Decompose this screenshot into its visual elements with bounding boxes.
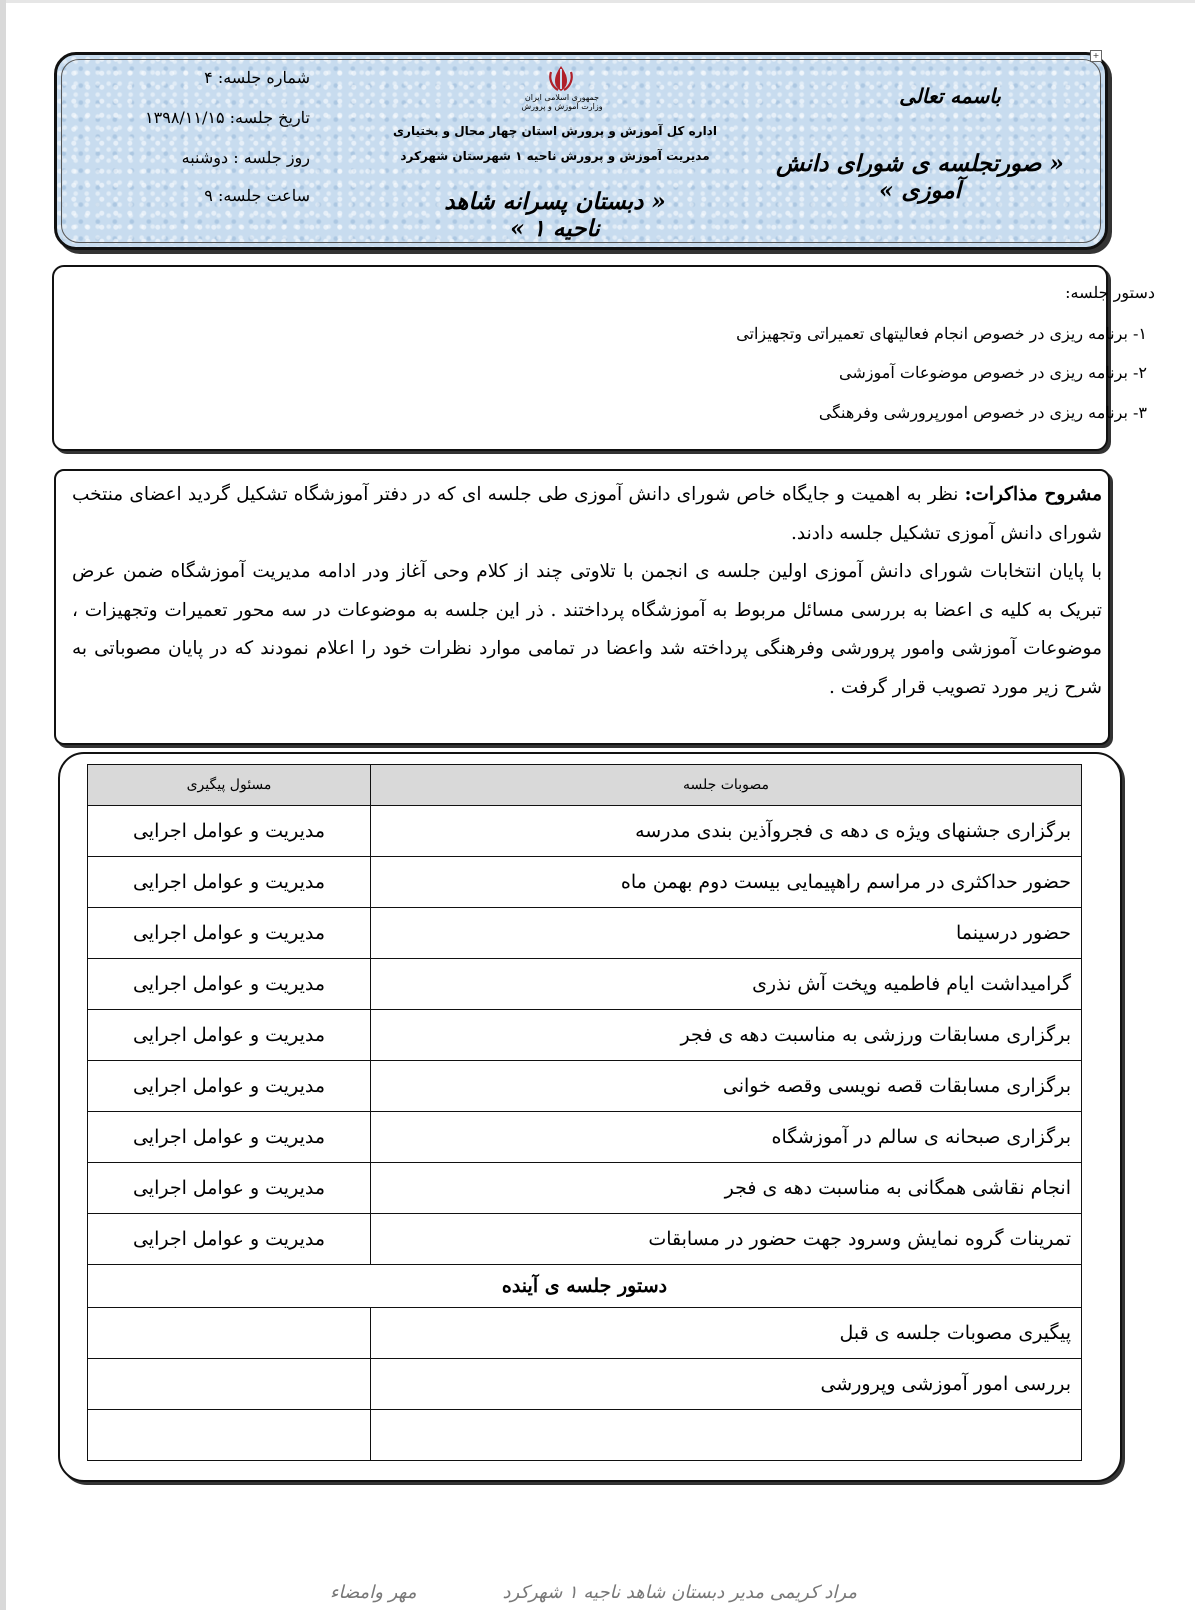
iran-emblem-icon (546, 64, 576, 94)
col-responsible-header: مسئول پیگیری (88, 765, 371, 806)
resolution-text: تمرینات گروه نمایش وسرود جهت حضور در مسابقات (371, 1214, 1082, 1265)
table-move-handle[interactable]: + (1090, 50, 1102, 62)
footer-signer: مراد کریمی مدیر دبستان شاهد ناجیه ۱ شهرکرد (502, 1582, 857, 1603)
responsible-cell-empty (88, 1359, 371, 1410)
resolution-text: حضور حداکثری در مراسم راهپیمایی بیست دوم بهمن ماه (371, 857, 1082, 908)
table-row (88, 908, 1082, 959)
responsible-cell: مدیریت و عوامل اجرایی (88, 806, 371, 857)
responsible-cell: مدیریت و عوامل اجرایی (88, 1112, 371, 1163)
school-name: « دبستان پسرانه شاهد ناحیه ۱ » (444, 188, 666, 242)
bismillah: باسمه تعالی (899, 84, 1001, 108)
discussion-text (72, 476, 1102, 707)
emblem-caption-line-2: وزارت آموزش و پرورش (521, 102, 603, 111)
emblem-caption (520, 93, 604, 111)
discussion-paragraph-1: نظر به اهمیت و جایگاه خاص شورای دانش آموزی طی جلسه ای که در دفتر آموزشگاه تشکیل گردید اعضای منتخب شورای دانش آموزی تشکیل جلسه دادند. (72, 484, 1102, 544)
agenda-title: دستور جلسه: (1065, 283, 1155, 302)
minutes-title: « صورتجلسه ی شورای دانش آموزی » (776, 150, 1064, 204)
discussion-paragraph-2: با پایان انتخابات شورای دانش آموزی اولین جلسه ی انجمن با تلاوتی چند از کلام وحی آغاز ودر ادامه مدیریت آموزشگاه ضمن عرض تبریک به کلیه ی اعضا به بررسی مسائل مربوط به آموزشگاه پرداختند . ذر این جلسه به موضوعات در سه محور تعمیرات وتجهیزات ، موضوعات آموزشی وامور پرورشی وفرهنگی پرداخته شد واعضا در تمامی موارد نظرات خود را اعلام نمودند که در پایان مصوباتی به شرح زیر مورد تصویب قرار گرفت . (72, 561, 1102, 698)
footer-stamp: مهر وامضاء (330, 1582, 417, 1603)
col-resolution-header: مصوبات جلسه (371, 765, 1082, 806)
table-row (88, 1308, 1082, 1359)
next-agenda-item: بررسی امور آموزشی وپرورشی (371, 1359, 1082, 1410)
table-row (88, 1410, 1082, 1461)
meeting-date: تاریخ جلسه: ۱۳۹۸/۱۱/۱۵ (145, 108, 310, 127)
table-row (88, 1163, 1082, 1214)
responsible-cell: مدیریت و عوامل اجرایی (88, 1163, 371, 1214)
resolutions-table (87, 764, 1082, 1461)
page-top-edge (0, 0, 1195, 3)
agenda-item: ۲- برنامه ریزی در خصوص موضوعات آموزشی (839, 363, 1147, 382)
responsible-cell: مدیریت و عوامل اجرایی (88, 959, 371, 1010)
responsible-cell: مدیریت و عوامل اجرایی (88, 857, 371, 908)
table-header-row (88, 765, 1082, 806)
table-row (88, 806, 1082, 857)
resolution-text: برگزاری جشنهای ویژه ی دهه ی فجروآذین بندی مدرسه (371, 806, 1082, 857)
resolution-text: گرامیداشت ایام فاطمیه وپخت آش نذری (371, 959, 1082, 1010)
next-agenda-heading: دستور جلسه ی آینده (88, 1265, 1082, 1308)
table-row (88, 1061, 1082, 1112)
resolution-text: انجام نقاشی همگانی به مناسبت دهه ی فجر (371, 1163, 1082, 1214)
page-left-edge (0, 0, 6, 1610)
next-agenda-heading-row (88, 1265, 1082, 1308)
agenda-item: ۳- برنامه ریزی در خصوص امورپرورشی وفرهنگی (818, 403, 1147, 422)
org-line-2: مدیریت آموزش و پرورش ناحیه ۱ شهرستان شهرکرد (400, 149, 710, 163)
responsible-cell-empty (88, 1308, 371, 1359)
table-row (88, 1359, 1082, 1410)
table-row (88, 959, 1082, 1010)
resolution-text: حضور درسینما (371, 908, 1082, 959)
next-agenda-item (371, 1410, 1082, 1461)
table-row (88, 857, 1082, 908)
responsible-cell-empty (88, 1410, 371, 1461)
responsible-cell: مدیریت و عوامل اجرایی (88, 1010, 371, 1061)
org-line-1: اداره کل آموزش و پرورش استان چهار محال و بختیاری (393, 124, 717, 138)
responsible-cell: مدیریت و عوامل اجرایی (88, 1061, 371, 1112)
agenda-box (52, 265, 1108, 451)
resolution-text: برگزاری مسابقات ورزشی به مناسبت دهه ی فجر (371, 1010, 1082, 1061)
meeting-time: ساعت جلسه: ۹ (204, 186, 310, 205)
table-row (88, 1112, 1082, 1163)
responsible-cell: مدیریت و عوامل اجرایی (88, 908, 371, 959)
emblem-caption-line-1: جمهوری اسلامی ایران (524, 93, 600, 102)
discussion-label: مشروح مذاکرات: (964, 484, 1102, 505)
table-row (88, 1214, 1082, 1265)
meeting-day: روز جلسه : دوشنبه (181, 148, 310, 167)
resolution-text: برگزاری صبحانه ی سالم در آموزشگاه (371, 1112, 1082, 1163)
table-row (88, 1010, 1082, 1061)
agenda-item: ۱- برنامه ریزی در خصوص انجام فعالیتهای تعمیراتی وتجهیزاتی (736, 324, 1147, 343)
resolution-text: برگزاری مسابقات قصه نویسی وقصه خوانی (371, 1061, 1082, 1112)
meeting-number: شماره جلسه: ۴ (204, 68, 310, 87)
next-agenda-item: پیگیری مصوبات جلسه ی قبل (371, 1308, 1082, 1359)
responsible-cell: مدیریت و عوامل اجرایی (88, 1214, 371, 1265)
